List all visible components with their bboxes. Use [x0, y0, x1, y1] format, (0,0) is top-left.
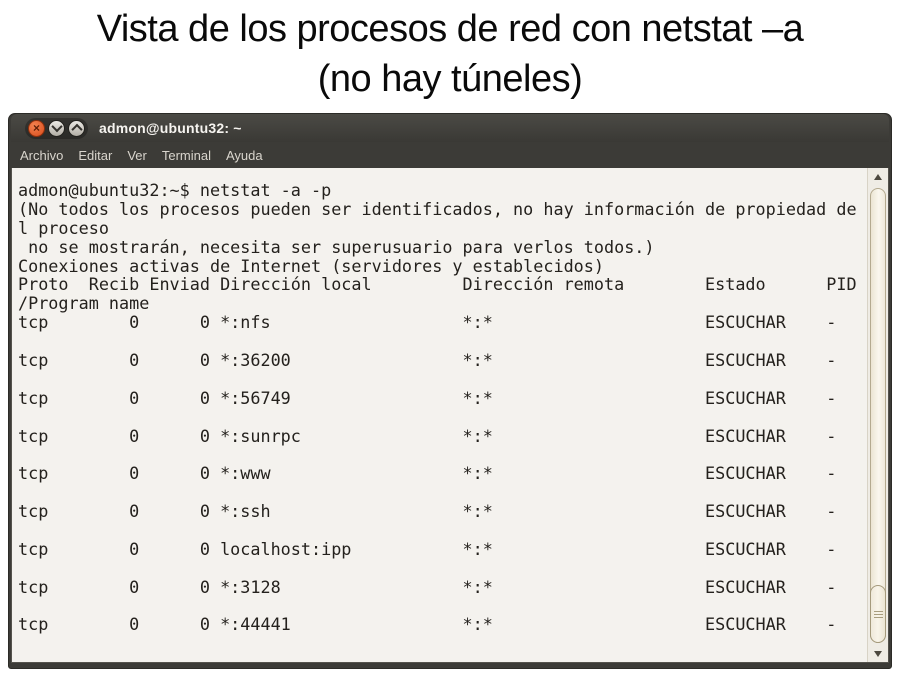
terminal-line: Proto Recib Enviad Dirección local Dirección remota Estado PID: [18, 274, 857, 295]
terminal-line: admon@ubuntu32:~$ netstat -a -p: [18, 180, 332, 200]
minimize-button[interactable]: [48, 120, 65, 137]
slide-title-line2: (no hay túneles): [317, 58, 583, 100]
terminal-line: tcp 0 0 *:36200 *:* ESCUCHAR -: [18, 350, 837, 371]
terminal-line: tcp 0 0 localhost:ipp *:* ESCUCHAR -: [18, 538, 837, 559]
menu-item-terminal[interactable]: Terminal: [161, 147, 211, 163]
terminal-line: [18, 559, 867, 578]
window-titlebar[interactable]: [11, 114, 889, 142]
terminal-line: [18, 597, 867, 616]
terminal-line: tcp 0 0 *:3128 *:* ESCUCHAR -: [18, 576, 837, 597]
slide-title: [0, 4, 900, 104]
menu-item-editar[interactable]: Editar: [78, 147, 113, 163]
scrollbar-thumb[interactable]: [870, 585, 886, 643]
terminal-line: [18, 521, 867, 540]
grip-lines-icon: [874, 614, 883, 615]
terminal-body: [11, 168, 889, 663]
terminal-line: [18, 445, 867, 464]
terminal-line: (No todos los procesos pueden ser identificados, no hay información de propiedad de: [18, 198, 857, 219]
terminal-line: [18, 370, 867, 389]
slide-title-line1: Vista de los procesos de red con netstat –a: [96, 8, 804, 50]
chevron-up-icon: [71, 124, 82, 135]
terminal-line: l proceso: [18, 217, 109, 238]
menubar: [11, 142, 889, 168]
terminal-line: tcp 0 0 *:56749 *:* ESCUCHAR -: [18, 387, 837, 408]
grip-lines-icon: [874, 617, 883, 618]
terminal-line: [18, 332, 867, 351]
terminal-line: [18, 483, 867, 502]
close-x-icon: ×: [32, 121, 40, 135]
window-button-group: [25, 118, 88, 139]
scrollbar-track[interactable]: [870, 188, 886, 643]
terminal-line: tcp 0 0 *:www *:* ESCUCHAR -: [18, 463, 837, 484]
scroll-down-arrow-icon[interactable]: [874, 651, 882, 657]
terminal-line: no se mostrarán, necesita ser superusuario para verlos todos.): [18, 236, 655, 257]
window-title: admon@ubuntu32: ~: [99, 120, 242, 136]
close-button[interactable]: [28, 120, 45, 137]
menu-item-archivo[interactable]: Archivo: [20, 147, 64, 163]
terminal-content[interactable]: [12, 168, 867, 662]
menu-item-ver[interactable]: Ver: [127, 147, 147, 163]
terminal-line: tcp 0 0 *:ssh *:* ESCUCHAR -: [18, 501, 837, 522]
menu-item-ayuda[interactable]: Ayuda: [225, 147, 263, 163]
terminal-line: tcp 0 0 *:nfs *:* ESCUCHAR -: [18, 312, 837, 333]
scroll-up-arrow-icon[interactable]: [874, 174, 882, 180]
maximize-button[interactable]: [68, 120, 85, 137]
terminal-window: [8, 113, 892, 669]
grip-lines-icon: [874, 611, 883, 612]
chevron-down-icon: [51, 121, 62, 132]
terminal-line: /Program name: [18, 293, 150, 314]
terminal-line: tcp 0 0 *:sunrpc *:* ESCUCHAR -: [18, 425, 837, 446]
scrollbar[interactable]: [867, 168, 888, 662]
terminal-line: tcp 0 0 *:44441 *:* ESCUCHAR -: [18, 614, 837, 635]
terminal-line: Conexiones activas de Internet (servidores y establecidos): [18, 255, 604, 276]
terminal-line: [18, 408, 867, 427]
